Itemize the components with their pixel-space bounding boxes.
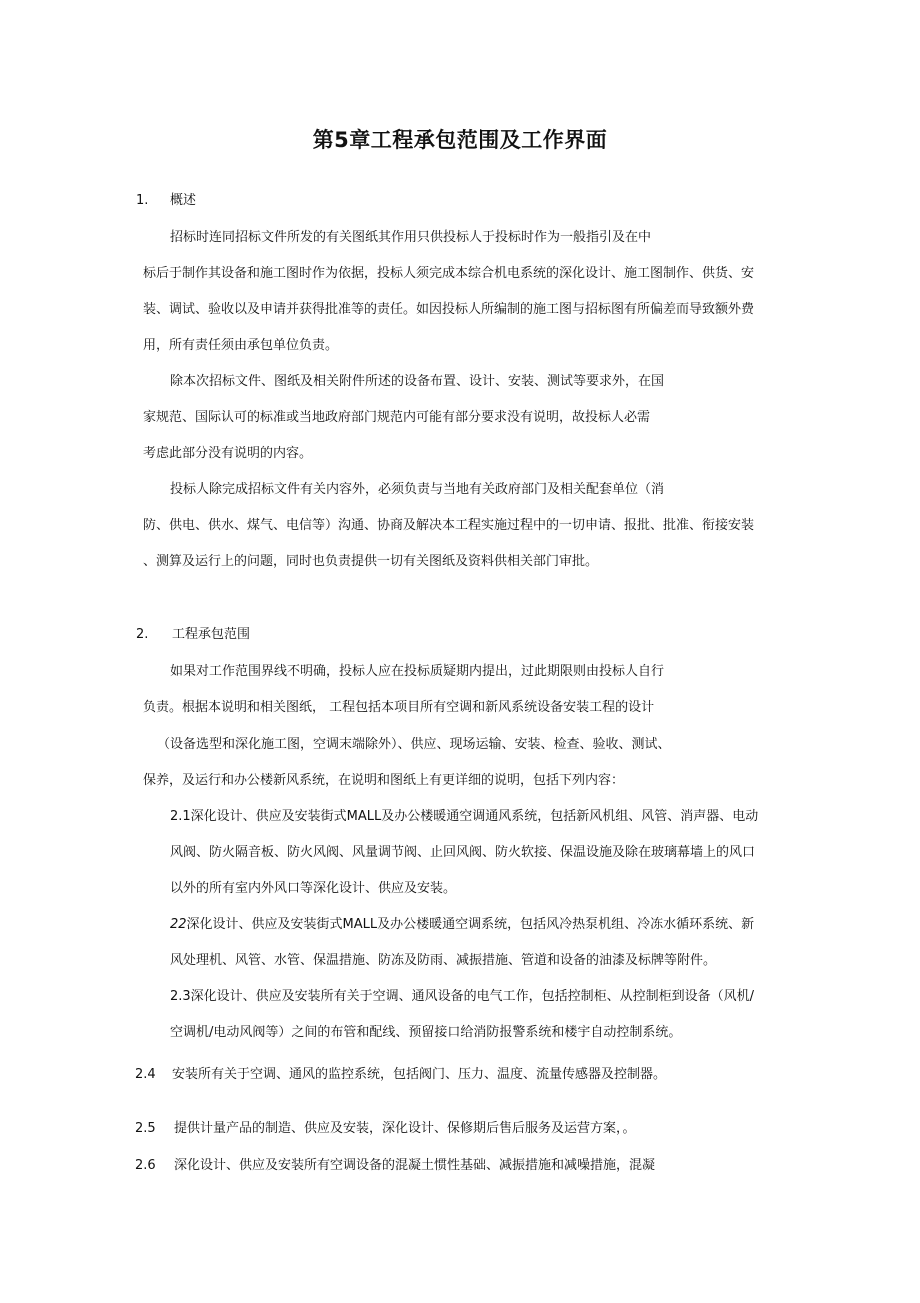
section-number: 2. bbox=[136, 627, 149, 642]
list-item-line: 安装所有关于空调、通风的监控系统，包括阀门、压力、温度、流量传感器及控制器。 bbox=[172, 1067, 667, 1082]
list-item-line: 以外的所有室内外风口等深化设计、供应及安装。 bbox=[170, 881, 457, 896]
paragraph-line: 除本次招标文件、图纸及相关附件所述的设备布置、设计、安装、测试等要求外，在国 bbox=[170, 374, 665, 389]
item-number: 2.5 bbox=[135, 1121, 156, 1136]
list-item-line: 2.3深化设计、供应及安装所有关于空调、通风设备的电气工作，包括控制柜、从控制柜到设备（风机/ bbox=[170, 989, 755, 1004]
paragraph-line: 标后于制作其设备和施工图时作为依据，投标人须完成本综合机电系统的深化设计、施工图制作、供货、安 bbox=[143, 266, 755, 281]
paragraph-line: （设备选型和深化施工图，空调末端除外）、供应、现场运输、安装、检查、验收、测试、 bbox=[157, 737, 671, 752]
page-title: 第5章工程承包范围及工作界面 bbox=[312, 128, 608, 152]
paragraph-line: 家规范、国际认可的标准或当地政府部门规范内可能有部分要求没有说明，故投标人必需 bbox=[143, 410, 651, 425]
list-item-line: 深化设计、供应及安装所有空调设备的混凝土惯性基础、减振措施和减噪措施，混凝 bbox=[174, 1158, 656, 1173]
list-item-line: 空调机/电动风阀等）之间的布管和配线、预留接口给消防报警系统和楼宇自动控制系统。 bbox=[170, 1025, 682, 1040]
item-number: 22 bbox=[170, 917, 187, 932]
paragraph-line: 保养，及运行和办公楼新风系统，在说明和图纸上有更详细的说明，包括下列内容： bbox=[143, 773, 625, 788]
paragraph-line: 如果对工作范围界线不明确，投标人应在投标质疑期内提出，过此期限则由投标人自行 bbox=[170, 664, 665, 679]
paragraph-line: 招标时连同招标文件所发的有关图纸其作用只供投标人于投标时作为一般指引及在中 bbox=[170, 230, 652, 245]
paragraph-line: 负责。根据本说明和相关图纸， 工程包括本项目所有空调和新风系统设备安装工程的设计 bbox=[143, 700, 655, 715]
section-heading: 概述 bbox=[170, 193, 197, 208]
item-number: 2.6 bbox=[135, 1158, 156, 1173]
list-item-line: 风阀、防火隔音板、防火风阀、风量调节阀、止回风阀、防火软接、保温设施及除在玻璃幕墙上的风口 bbox=[170, 845, 756, 860]
list-item-line: 2.1深化设计、供应及安装街式MALL及办公楼暖通空调通风系统，包括新风机组、风管、消声器、电动 bbox=[170, 809, 759, 824]
item-number: 2.4 bbox=[135, 1067, 156, 1082]
section-number: 1. bbox=[136, 193, 149, 208]
list-item-line bbox=[170, 916, 754, 934]
list-item-line: 风处理机、风管、水管、保温措施、防冻及防雨、减振措施、管道和设备的油漆及标牌等附件。 bbox=[170, 953, 717, 968]
paragraph-line: 、测算及运行上的问题，同时也负责提供一切有关图纸及资料供相关部门审批。 bbox=[143, 554, 599, 569]
section-heading: 工程承包范围 bbox=[172, 627, 251, 642]
paragraph-line: 装、调试、验收以及申请并获得批准等的责任。如因投标人所编制的施工图与招标图有所偏差而导致额外费 bbox=[143, 302, 755, 317]
paragraph-line: 考虑此部分没有说明的内容。 bbox=[143, 446, 313, 461]
list-item-line: 提供计量产品的制造、供应及安装，深化设计、保修期后售后服务及运营方案，。 bbox=[174, 1121, 636, 1136]
item-text: 深化设计、供应及安装街式MALL及办公楼暖通空调系统，包括风冷热泵机组、冷冻水循环系统、新 bbox=[186, 917, 755, 932]
paragraph-line: 防、供电、供水、煤气、电信等）沟通、协商及解决本工程实施过程中的一切申请、报批、批准、衔接安装 bbox=[143, 518, 755, 533]
paragraph-line: 投标人除完成招标文件有关内容外，必须负责与当地有关政府部门及相关配套单位（消 bbox=[170, 482, 665, 497]
paragraph-line: 用，所有责任须由承包单位负责。 bbox=[143, 338, 339, 353]
